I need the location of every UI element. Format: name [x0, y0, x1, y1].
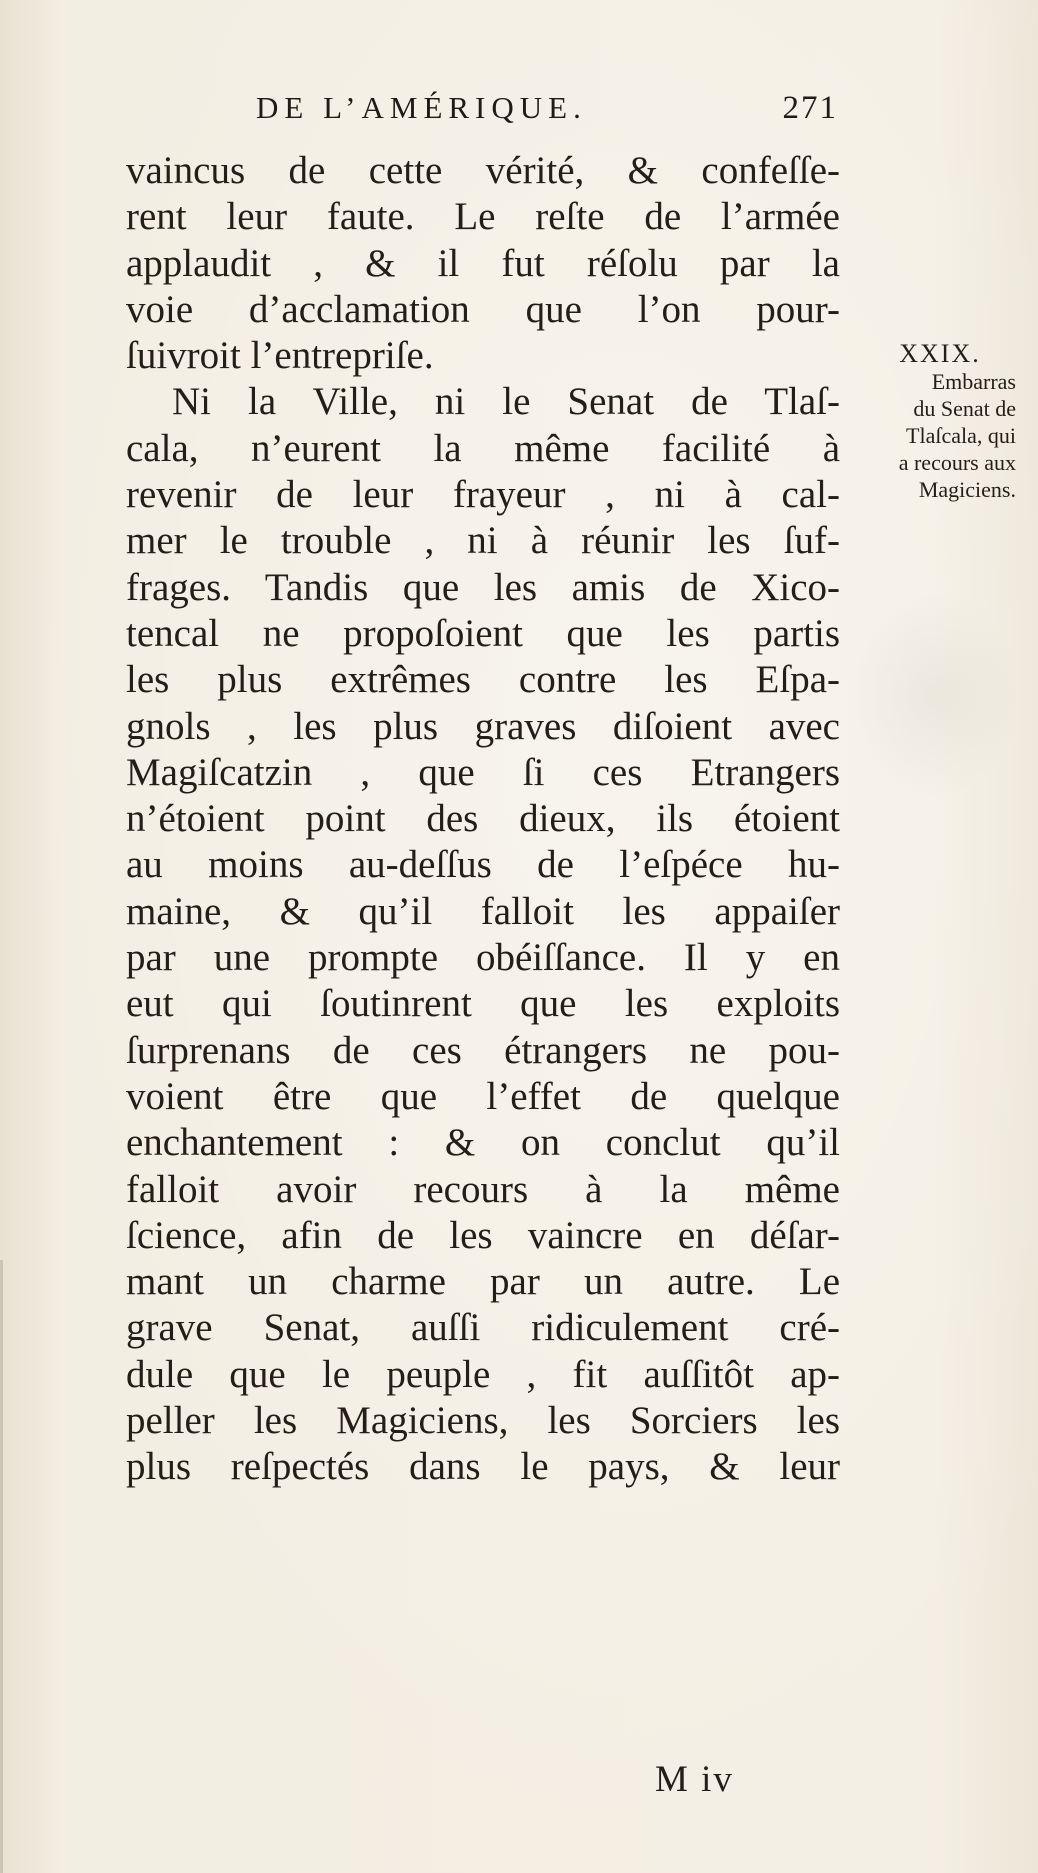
- text-line: par une prompte obéiſſance. Il y en: [126, 936, 840, 980]
- text-line: plus reſpectés dans le pays, & leur: [126, 1445, 840, 1489]
- text-line: peller les Magiciens, les Sorciers les: [126, 1399, 840, 1443]
- text-line: vaincus de cette vérité, & confeſſe-: [126, 149, 840, 192]
- marginal-note-line: du Senat de: [913, 396, 1016, 421]
- text-line: les plus extrêmes contre les Eſpa-: [126, 658, 840, 702]
- text-line: enchantement : & on conclut qu’il: [126, 1121, 840, 1165]
- text-line: dule que le peuple , fit auſſitôt ap-: [126, 1352, 840, 1396]
- text-line: Ni la Ville, ni le Senat de Tlaſ-: [172, 380, 840, 424]
- signature-mark: M iv: [655, 1759, 734, 1800]
- marginal-note-line: Embarras: [931, 369, 1016, 394]
- marginal-note-line: a recours aux: [898, 450, 1016, 475]
- text-line: gnols , les plus graves diſoient avec: [126, 704, 840, 748]
- text-line: voient être que l’effet de quelque: [126, 1074, 840, 1118]
- page-edge-shadow: [0, 1260, 3, 1873]
- page-number: 271: [782, 90, 838, 126]
- text-line: tencal ne propoſoient que les partis: [126, 611, 840, 655]
- marginal-note-number: XXIX.: [899, 339, 981, 368]
- marginal-note-line: Magiciens.: [918, 477, 1016, 502]
- text-line: ſurprenans de ces étrangers ne pou-: [126, 1028, 840, 1072]
- marginal-note: [838, 340, 1018, 503]
- text-line: ſcience, afin de les vaincre en déſar-: [126, 1213, 840, 1257]
- running-head: [256, 88, 846, 128]
- body-text: [126, 148, 840, 1491]
- running-head-title: DE L’AMÉRIQUE.: [256, 90, 587, 125]
- text-line: revenir de leur frayeur , ni à cal-: [126, 473, 840, 517]
- text-line: applaudit , & il fut réſolu par la: [126, 241, 840, 285]
- text-line: ſuivroit l’entrepriſe.: [126, 334, 434, 378]
- text-line: Magiſcatzin , que ſi ces Etrangers: [126, 750, 840, 794]
- text-line: grave Senat, auſſi ridiculement cré-: [126, 1306, 840, 1350]
- text-line: falloit avoir recours à la même: [126, 1167, 840, 1211]
- text-line: mer le trouble , ni à réunir les ſuf-: [126, 519, 840, 563]
- text-line: eut qui ſoutinrent que les exploits: [126, 982, 840, 1026]
- text-line: rent leur faute. Le reſte de l’armée: [126, 195, 840, 239]
- text-line: mant un charme par un autre. Le: [126, 1260, 840, 1304]
- text-line: voie d’acclamation que l’on pour-: [126, 287, 840, 331]
- marginal-note-line: Tlaſcala, qui: [906, 423, 1016, 448]
- text-line: n’étoient point des dieux, ils étoient: [126, 797, 840, 841]
- show-through-stain: [850, 590, 1020, 800]
- text-line: au moins au-deſſus de l’eſpéce hu-: [126, 843, 840, 887]
- text-line: cala, n’eurent la même facilité à: [126, 426, 840, 470]
- text-line: frages. Tandis que les amis de Xico-: [126, 565, 840, 609]
- text-line: maine, & qu’il falloit les appaiſer: [126, 889, 840, 933]
